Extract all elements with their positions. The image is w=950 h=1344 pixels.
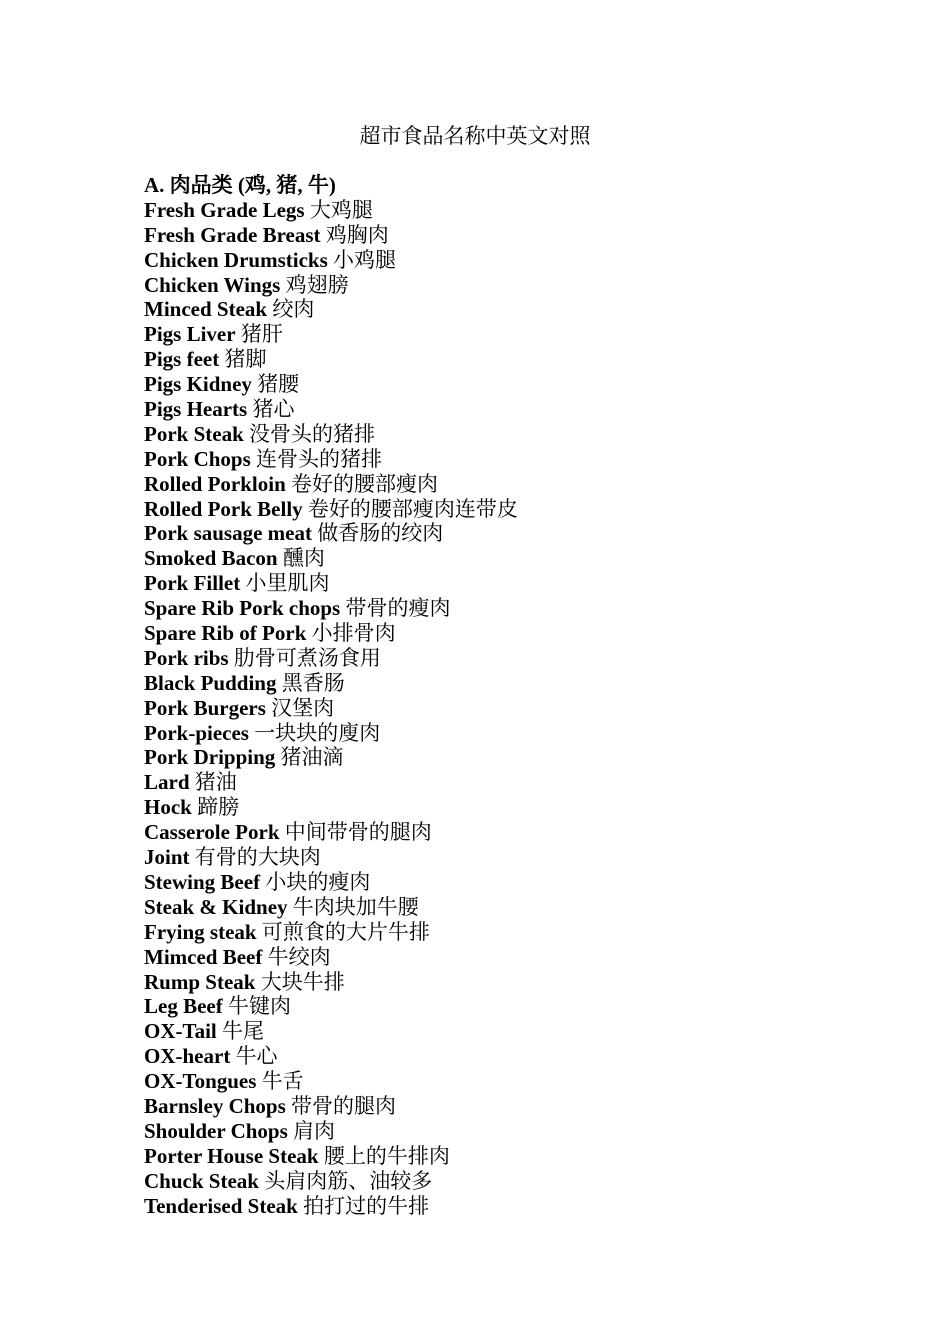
list-item — [144, 795, 904, 820]
item-english: Chicken Drumsticks — [144, 247, 328, 272]
item-chinese: 大块牛排 — [260, 969, 345, 994]
item-english: Pork-pieces — [144, 720, 249, 745]
list-item — [144, 521, 904, 546]
list-item — [144, 472, 904, 497]
item-english: Fresh Grade Legs — [144, 197, 305, 222]
item-english: Rolled Pork Belly — [144, 496, 303, 521]
list-item — [144, 870, 904, 895]
list-item — [144, 920, 904, 945]
item-chinese: 一块块的廋肉 — [254, 720, 381, 745]
item-english: Pigs Kidney — [144, 372, 252, 397]
item-english: Pork Burgers — [144, 695, 266, 720]
list-item — [144, 248, 904, 273]
item-english: Rump Steak — [144, 969, 256, 994]
item-chinese: 卷好的腰部瘦肉连带皮 — [307, 496, 518, 521]
item-english: Frying steak — [144, 919, 257, 944]
item-chinese: 绞肉 — [272, 297, 315, 322]
item-english: Leg Beef — [144, 994, 223, 1019]
item-chinese: 肩肉 — [293, 1118, 336, 1143]
item-english: Pork Steak — [144, 421, 244, 446]
list-item — [144, 945, 904, 970]
item-english: Stewing Beef — [144, 869, 261, 894]
section-heading-text: 肉品类 (鸡, 猪, 牛) — [169, 173, 336, 197]
list-item — [144, 671, 904, 696]
item-english: Fresh Grade Breast — [144, 222, 321, 247]
list-item — [144, 273, 904, 298]
list-item — [144, 571, 904, 596]
list-item — [144, 1019, 904, 1044]
item-chinese: 带骨的腿肉 — [291, 1093, 397, 1118]
item-chinese: 卷好的腰部瘦肉 — [291, 471, 439, 496]
item-english: Pigs Liver — [144, 322, 236, 347]
item-chinese: 小块的瘦肉 — [265, 869, 371, 894]
item-english: Pork ribs — [144, 645, 229, 670]
item-english: Pork Chops — [144, 446, 251, 471]
item-english: Mimced Beef — [144, 944, 263, 969]
item-english: Porter House Steak — [144, 1143, 319, 1168]
list-item — [144, 745, 904, 770]
item-english: Joint — [144, 845, 190, 870]
item-chinese: 牛心 — [235, 1044, 278, 1069]
item-chinese: 汉堡肉 — [271, 695, 335, 720]
item-chinese: 醺肉 — [282, 546, 325, 571]
item-english: OX-heart — [144, 1044, 231, 1069]
list-item — [144, 770, 904, 795]
item-english: Chuck Steak — [144, 1168, 259, 1193]
item-english: OX-Tail — [144, 1019, 217, 1044]
list-item — [144, 820, 904, 845]
list-item — [144, 696, 904, 721]
item-english: Pork sausage meat — [144, 521, 312, 546]
list-item — [144, 1094, 904, 1119]
item-chinese: 牛键肉 — [227, 994, 291, 1019]
item-english: Chicken Wings — [144, 272, 281, 297]
list-item — [144, 422, 904, 447]
item-english: Shoulder Chops — [144, 1118, 288, 1143]
item-english: OX-Tongues — [144, 1069, 257, 1094]
section-label: A. — [144, 173, 165, 197]
list-item — [144, 596, 904, 621]
list-item — [144, 1169, 904, 1194]
item-chinese: 蹄膀 — [197, 795, 240, 820]
item-chinese: 猪心 — [252, 397, 295, 422]
item-chinese: 头肩肉筋、油较多 — [264, 1168, 433, 1193]
item-chinese: 牛尾 — [222, 1019, 264, 1044]
list-item — [144, 895, 904, 920]
item-english: Pigs feet — [144, 347, 220, 372]
list-item — [144, 322, 904, 347]
item-chinese: 可煎食的大片牛排 — [261, 919, 430, 944]
list-item — [144, 447, 904, 472]
item-chinese: 拍打过的牛排 — [303, 1193, 430, 1218]
item-chinese: 鸡胸肉 — [325, 222, 389, 247]
item-chinese: 猪油 — [194, 770, 237, 795]
item-english: Smoked Bacon — [144, 546, 278, 571]
item-english: Casserole Pork — [144, 820, 280, 845]
item-chinese: 带骨的瘦肉 — [345, 596, 451, 621]
list-item — [144, 198, 904, 223]
item-chinese: 小里肌肉 — [245, 571, 330, 596]
item-english: Pigs Hearts — [144, 397, 248, 422]
item-english: Hock — [144, 795, 192, 820]
list-item — [144, 1144, 904, 1169]
list-item — [144, 372, 904, 397]
item-english: Rolled Porkloin — [144, 471, 286, 496]
list-item — [144, 1119, 904, 1144]
list-item — [144, 347, 904, 372]
item-chinese: 猪腰 — [257, 372, 300, 397]
list-item — [144, 497, 904, 522]
item-english: Minced Steak — [144, 297, 268, 322]
item-chinese: 牛绞肉 — [267, 944, 331, 969]
list-item — [144, 721, 904, 746]
list-item — [144, 1044, 904, 1069]
item-chinese: 腰上的牛排肉 — [323, 1143, 450, 1168]
item-english: Spare Rib Pork chops — [144, 596, 341, 621]
item-chinese: 小排骨肉 — [311, 621, 396, 646]
list-item — [144, 397, 904, 422]
item-english: Black Pudding — [144, 670, 277, 695]
list-item — [144, 845, 904, 870]
list-item — [144, 546, 904, 571]
item-english: Tenderised Steak — [144, 1193, 298, 1218]
item-english: Barnsley Chops — [144, 1093, 286, 1118]
list-item — [144, 1069, 904, 1094]
item-chinese: 牛肉块加牛腰 — [292, 894, 419, 919]
items-container — [144, 198, 904, 1219]
item-english: Steak & Kidney — [144, 894, 288, 919]
list-item — [144, 970, 904, 995]
list-item — [144, 646, 904, 671]
item-chinese: 猪脚 — [224, 347, 267, 372]
list-item — [144, 297, 904, 322]
item-english: Spare Rib of Pork — [144, 621, 307, 646]
item-chinese: 牛舌 — [261, 1069, 304, 1094]
item-chinese: 小鸡腿 — [333, 247, 397, 272]
item-chinese: 肋骨可煮汤食用 — [233, 645, 381, 670]
list-item — [144, 994, 904, 1019]
list-item — [144, 621, 904, 646]
item-english: Pork Dripping — [144, 745, 276, 770]
item-chinese: 猪油滴 — [280, 745, 344, 770]
item-chinese: 黑香肠 — [281, 670, 345, 695]
page-title: 超市食品名称中英文对照 — [359, 124, 591, 148]
item-chinese: 做香肠的绞肉 — [317, 521, 444, 546]
item-chinese: 有骨的大块肉 — [194, 845, 321, 870]
item-chinese: 猪肝 — [240, 322, 283, 347]
item-chinese: 鸡翅膀 — [285, 272, 349, 297]
list-item — [144, 1194, 904, 1219]
item-english: Lard — [144, 770, 190, 795]
item-english: Pork Fillet — [144, 571, 241, 596]
item-chinese: 大鸡腿 — [309, 197, 373, 222]
item-chinese: 中间带骨的腿肉 — [284, 820, 432, 845]
item-chinese: 连骨头的猪排 — [256, 446, 383, 471]
glossary-list — [144, 173, 904, 1218]
item-chinese: 没骨头的猪排 — [249, 421, 375, 446]
section-heading — [144, 173, 904, 198]
list-item — [144, 223, 904, 248]
